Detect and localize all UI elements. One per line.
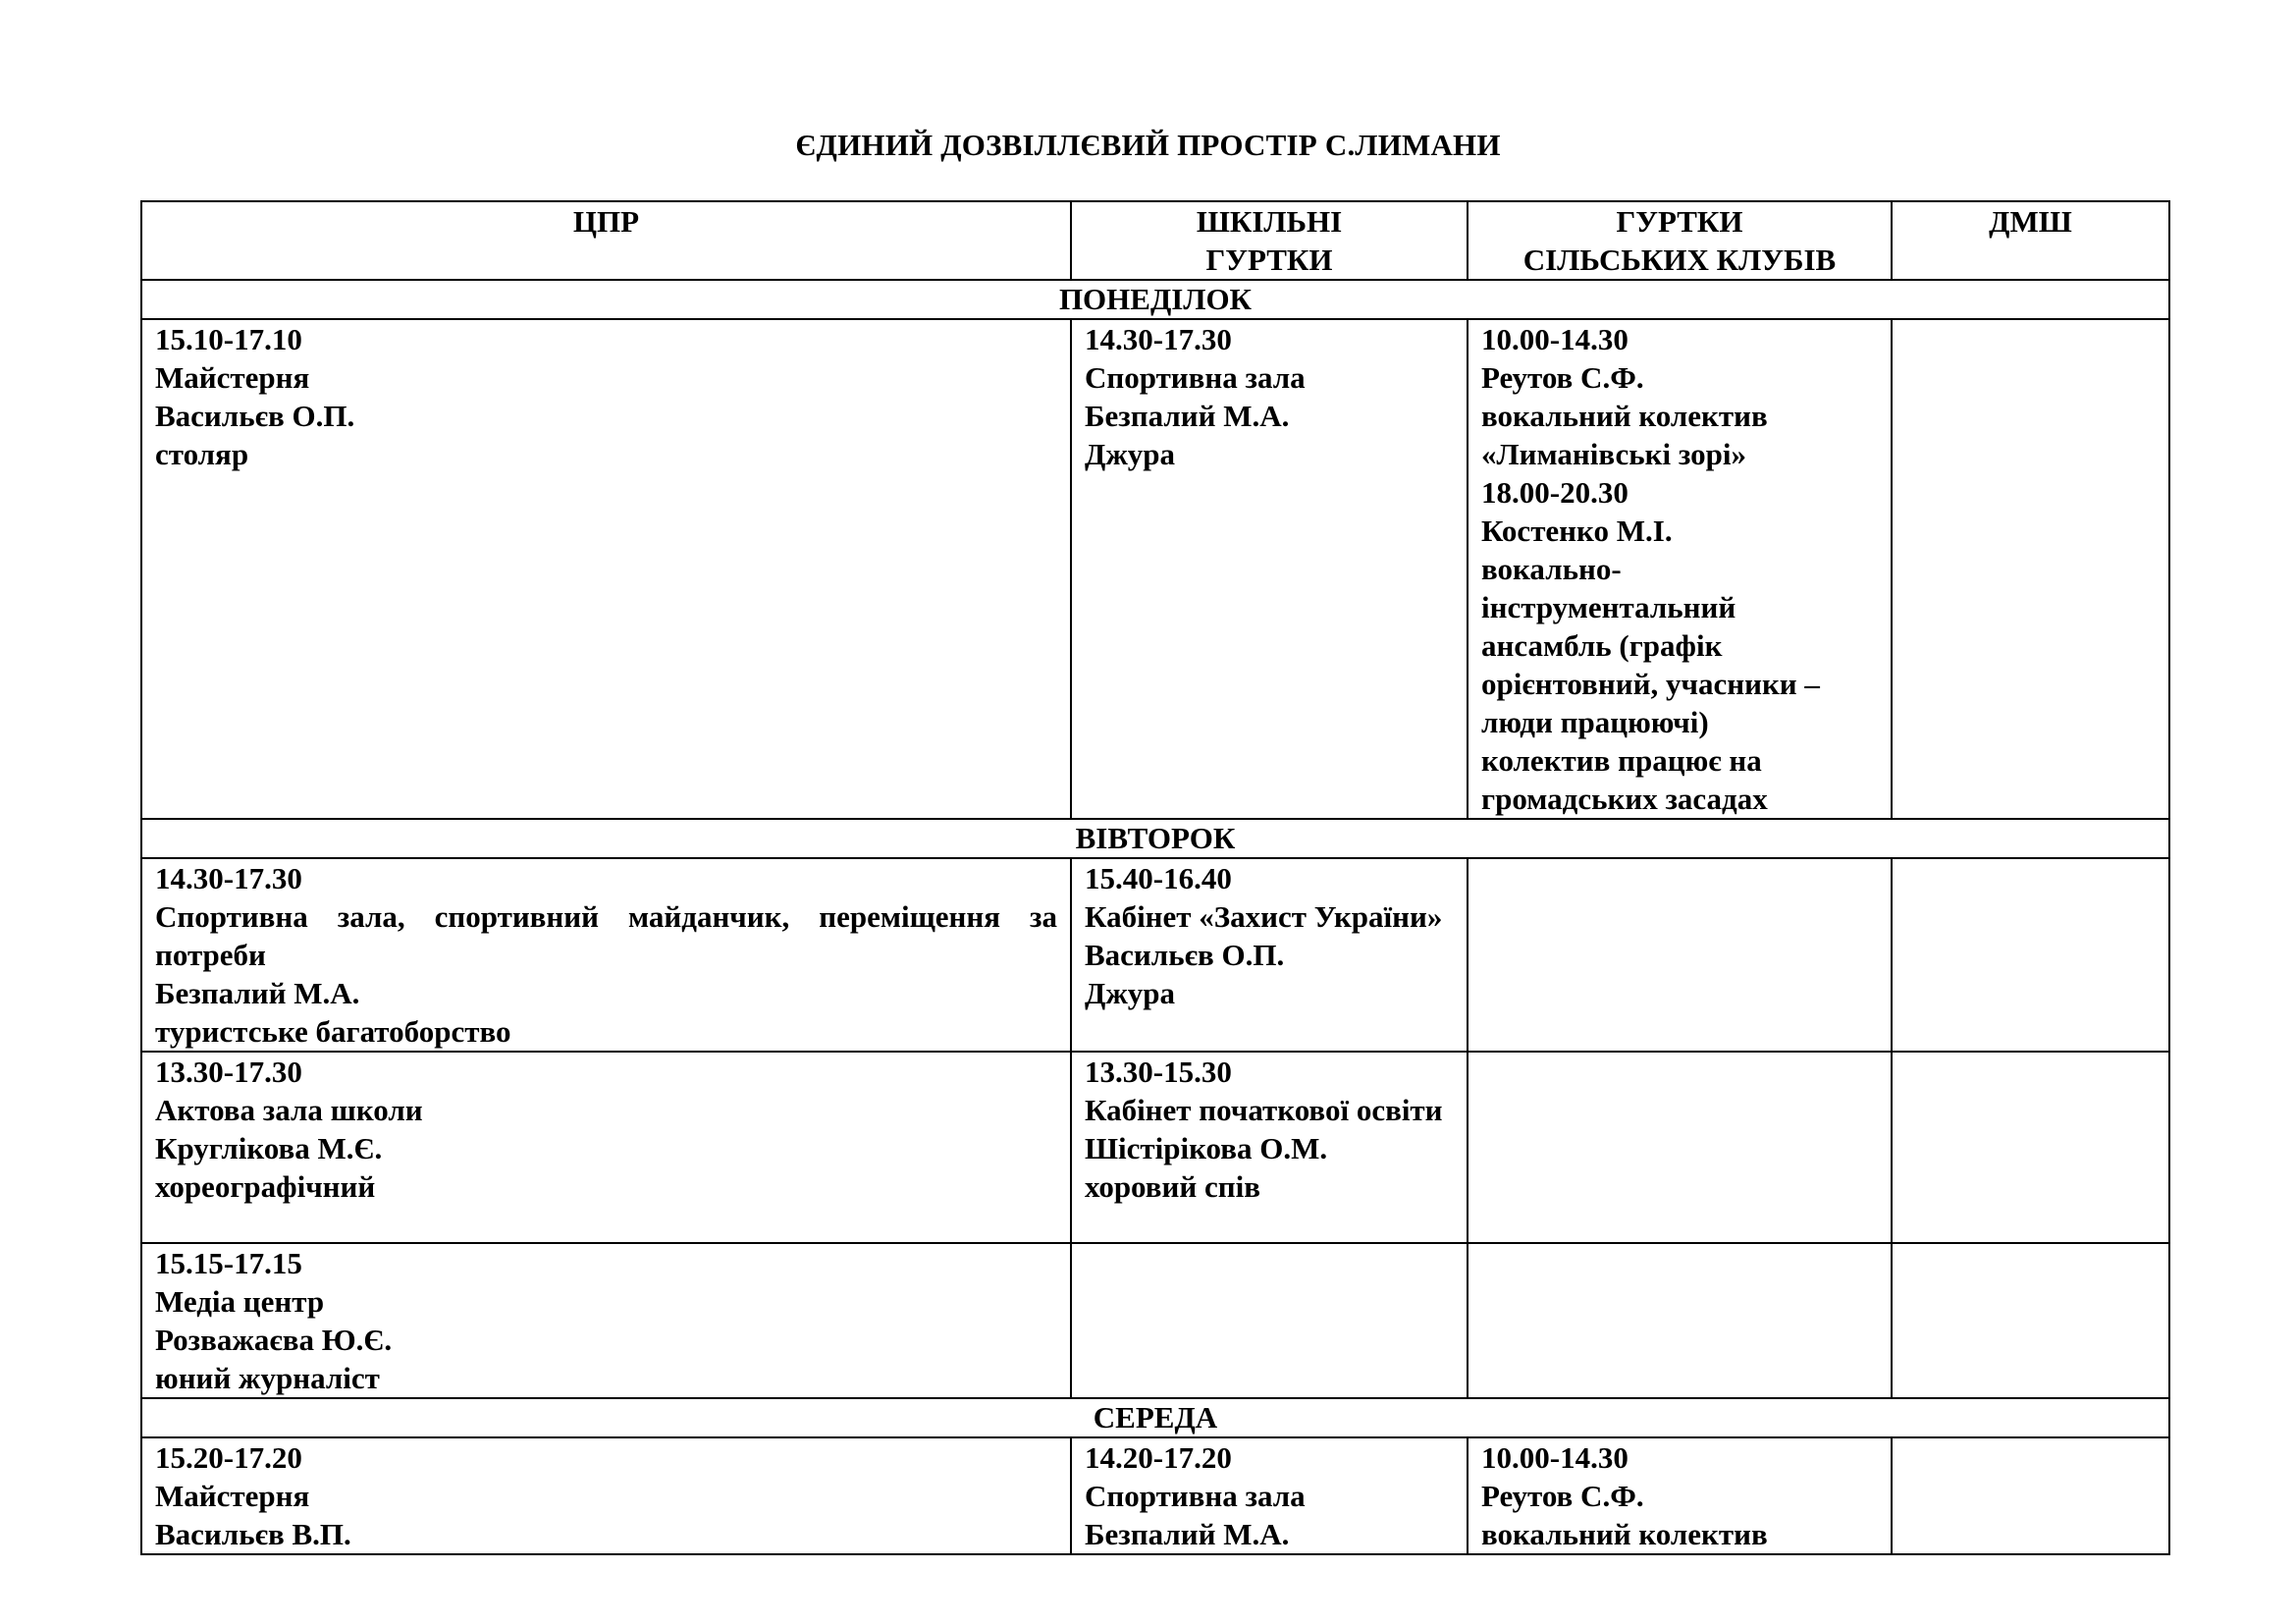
cell-clubs	[1468, 1052, 1892, 1243]
column-header-school-clubs: ШКІЛЬНІ ГУРТКИ	[1071, 201, 1468, 280]
table-row	[141, 1437, 2169, 1554]
cell-school: 14.30-17.30 Спортивна зала Безпалий М.А. Джура	[1071, 319, 1468, 819]
column-header-cpr: ЦПР	[141, 201, 1071, 280]
column-header-music-school: ДМШ	[1892, 201, 2169, 280]
cell-cpr: 15.20-17.20 Майстерня Васильєв В.П.	[141, 1437, 1071, 1554]
cell-clubs: 10.00-14.30 Реутов С.Ф. вокальний колектив	[1468, 1437, 1892, 1554]
day-row-monday	[141, 280, 2169, 319]
cell-cpr: 15.15-17.15 Медіа центр Розважаєва Ю.Є. юний журналіст	[141, 1243, 1071, 1398]
cell-school: 15.40-16.40 Кабінет «Захист України» Васильєв О.П. Джура	[1071, 858, 1468, 1052]
cell-clubs: 10.00-14.30 Реутов С.Ф. вокальний колектив «Лиманівські зорі» 18.00-20.30 Костенко М.І. вокально- інструментальний ансамбль (графік орієнтовний, учасники – люди працюючі) колектив працює на громадських засадах	[1468, 319, 1892, 819]
cell-dmsh	[1892, 319, 2169, 819]
cell-school: 14.20-17.20 Спортивна зала Безпалий М.А.	[1071, 1437, 1468, 1554]
cell-clubs	[1468, 858, 1892, 1052]
cell-dmsh	[1892, 1437, 2169, 1554]
day-label-tuesday: ВІВТОРОК	[141, 819, 2169, 858]
day-row-tuesday	[141, 819, 2169, 858]
table-row	[141, 1243, 2169, 1398]
cell-dmsh	[1892, 858, 2169, 1052]
day-row-wednesday	[141, 1398, 2169, 1437]
table-row	[141, 1052, 2169, 1243]
column-header-village-clubs: ГУРТКИ СІЛЬСЬКИХ КЛУБІВ	[1468, 201, 1892, 280]
day-label-wednesday: СЕРЕДА	[141, 1398, 2169, 1437]
schedule-table	[140, 200, 2170, 1555]
cell-clubs	[1468, 1243, 1892, 1398]
document-title: ЄДИНИЙ ДОЗВІЛЛЄВИЙ ПРОСТІР С.ЛИМАНИ	[795, 128, 1501, 162]
cell-cpr: 15.10-17.10 Майстерня Васильєв О.П. столяр	[141, 319, 1071, 819]
day-label-monday: ПОНЕДІЛОК	[141, 280, 2169, 319]
table-row	[141, 858, 2169, 1052]
table-row	[141, 319, 2169, 819]
cell-dmsh	[1892, 1052, 2169, 1243]
cell-school: 13.30-15.30 Кабінет початкової освіти Шістірікова О.М. хоровий спів	[1071, 1052, 1468, 1243]
cell-cpr: 13.30-17.30 Актова зала школи Круглікова М.Є. хореографічний	[141, 1052, 1071, 1243]
cell-dmsh	[1892, 1243, 2169, 1398]
cell-cpr: 14.30-17.30 Спортивна зала, спортивний майданчик, переміщення за потреби Безпалий М.А. туристське багатоборство	[141, 858, 1071, 1052]
table-header-row	[141, 201, 2169, 280]
cell-school	[1071, 1243, 1468, 1398]
